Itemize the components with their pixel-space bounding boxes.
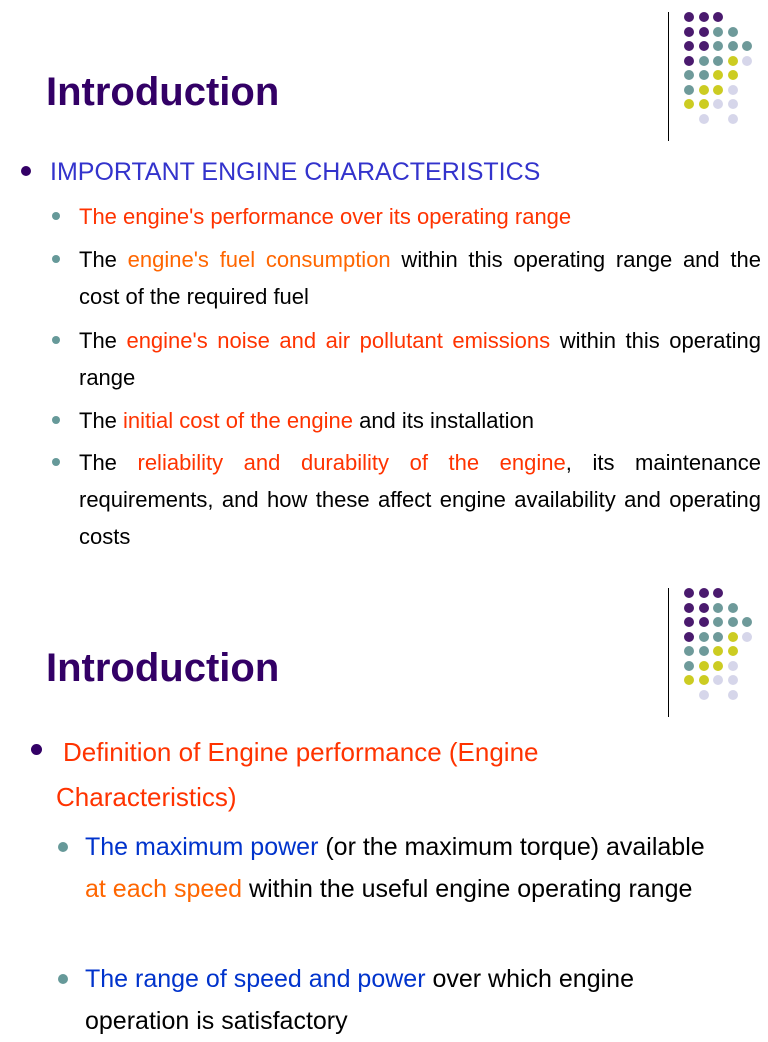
list-item: The range of speed and power over which engine operation is satisfactory: [85, 965, 634, 1035]
sub-bullet-icon: [52, 458, 60, 466]
dot: [713, 603, 723, 613]
dot: [728, 661, 738, 671]
dot: [684, 85, 694, 95]
list-item: The engine's performance over its operating range: [79, 204, 572, 229]
dot: [699, 85, 709, 95]
dot: [684, 588, 694, 598]
dot: [684, 56, 694, 66]
slide-title: Introduction: [46, 70, 280, 114]
dot: [713, 646, 723, 656]
dot: [742, 56, 752, 66]
dot: [684, 70, 694, 80]
dot: [728, 632, 738, 642]
dot: [684, 646, 694, 656]
dot: [684, 603, 694, 613]
dot: [699, 588, 709, 598]
dot: [699, 603, 709, 613]
dot: [713, 588, 723, 598]
dot: [713, 85, 723, 95]
section-heading: IMPORTANT ENGINE CHARACTERISTICS: [50, 158, 541, 186]
sub-bullet-icon: [52, 336, 60, 344]
dot: [699, 27, 709, 37]
divider-line: [668, 12, 669, 141]
dot: [713, 56, 723, 66]
dot: [684, 41, 694, 51]
slide-title: Introduction: [46, 646, 280, 690]
dot: [699, 56, 709, 66]
sub-bullet-icon: [58, 842, 68, 852]
dot: [713, 70, 723, 80]
sub-bullet-icon: [58, 974, 68, 984]
sub-bullet-icon: [52, 255, 60, 263]
dot: [728, 603, 738, 613]
bullet-icon: [31, 744, 42, 755]
dot: [699, 617, 709, 627]
dot: [684, 27, 694, 37]
dot: [713, 12, 723, 22]
dot: [742, 41, 752, 51]
list-item: The engine's noise and air pollutant emissions within this operating range: [79, 328, 761, 390]
dot: [728, 41, 738, 51]
dot: [699, 41, 709, 51]
dot: [713, 99, 723, 109]
dot: [699, 632, 709, 642]
list-item: The initial cost of the engine and its installation: [79, 408, 534, 433]
dot: [713, 27, 723, 37]
section-heading: Definition of Engine performance (Engine Characteristics): [56, 737, 539, 812]
dot: [713, 41, 723, 51]
dot: [728, 27, 738, 37]
list-item: The engine's fuel consumption within this operating range and the cost of the required fuel: [79, 247, 761, 309]
dot: [699, 690, 709, 700]
dot: [699, 675, 709, 685]
dot: [684, 12, 694, 22]
list-item: The maximum power (or the maximum torque) available at each speed within the useful engine operating range: [85, 833, 705, 903]
dot: [684, 99, 694, 109]
bullet-icon: [21, 166, 31, 176]
dot: [713, 675, 723, 685]
dot: [728, 690, 738, 700]
dot: [699, 70, 709, 80]
sub-bullet-icon: [52, 416, 60, 424]
dot: [713, 661, 723, 671]
dot: [728, 114, 738, 124]
dot: [728, 85, 738, 95]
dot: [699, 661, 709, 671]
dot: [699, 12, 709, 22]
dot: [728, 646, 738, 656]
slide-2: [0, 576, 768, 1035]
sub-bullet-icon: [52, 212, 60, 220]
dot: [684, 617, 694, 627]
dot: [699, 114, 709, 124]
list-item: The reliability and durability of the engine, its maintenance requirements, and how these affect engine availability and operating costs: [79, 450, 762, 549]
dot: [728, 99, 738, 109]
dot: [728, 56, 738, 66]
dot: [713, 632, 723, 642]
dot: [728, 675, 738, 685]
dot: [699, 646, 709, 656]
dot: [684, 675, 694, 685]
dot: [728, 617, 738, 627]
dot: [713, 617, 723, 627]
divider-line: [668, 588, 669, 717]
dot: [728, 70, 738, 80]
dot: [684, 661, 694, 671]
dot: [742, 617, 752, 627]
dot: [699, 99, 709, 109]
dot: [684, 632, 694, 642]
dot: [742, 632, 752, 642]
